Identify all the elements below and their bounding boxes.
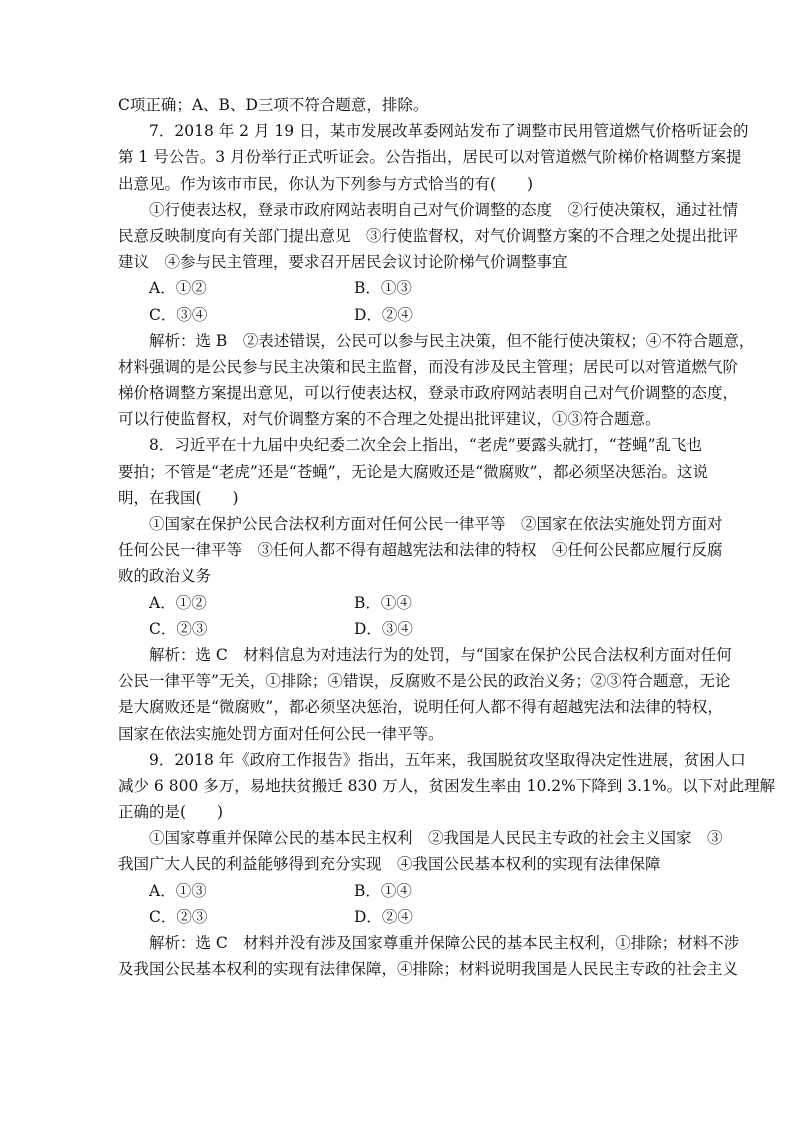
analysis-line: 解析：选 B ②表述错误，公民可以参与民主决策，但不能行使决策权；④不符合题意，: [149, 331, 755, 350]
options-row: [118, 616, 678, 642]
analysis-line: 国家在依法实施处罚方面对任何公民一律平等。: [118, 724, 444, 743]
option-b: B．①③: [354, 279, 412, 298]
option-b: B．①④: [354, 593, 412, 612]
analysis-line: 梯价格调整方案提出意见，可以行使表达权，登录市政府网站表明自己对气价调整的态度，: [118, 384, 739, 403]
document-body: [118, 92, 776, 982]
analysis-line: 公民一律平等”无关，①排除；④错误，反腐败不是公民的政治义务；②③符合题意，无论: [118, 672, 731, 691]
question-9: [118, 747, 776, 983]
option-a: A．①②: [149, 593, 207, 612]
options-row: [118, 275, 678, 301]
question-stem-line: 正确的是( ): [118, 803, 224, 822]
analysis-line: 解析：选 C 材料信息为对违法行为的处罚，与“国家在保护公民合法权利方面对任何: [149, 645, 732, 664]
question-stem-line: 8．习近平在十九届中央纪委二次全会上指出，“老虎”要露头就打，“苍蝇”乱飞也: [149, 436, 703, 455]
options-row: [118, 904, 678, 930]
question-stem-line: 减少 6 800 多万，易地扶贫搬迁 830 万人，贫困发生率由 10.2%下降到 3.1%。以下对此理解: [118, 776, 776, 795]
analysis-line: 可以行使监督权，对气价调整方案的不合理之处提出批评建议，①③符合题意。: [118, 410, 661, 429]
previous-analysis-tail: C项正确；A、B、D三项不符合题意，排除。: [118, 96, 429, 114]
option-a: A．①③: [149, 881, 207, 900]
question-stem-line: 第 1 号公告。3 月份举行正式听证会。公告指出，居民可以对管道燃气阶梯价格调整方案提: [118, 148, 742, 167]
question-stem-line: 9．2018 年《政府工作报告》指出，五年来，我国脱贫攻坚取得决定性进展，贫困人口: [149, 750, 746, 769]
option-c: C．②③: [149, 907, 208, 926]
analysis-line: 材料强调的是公民参与民主决策和民主监督，而没有涉及民主管理；居民可以对管道燃气阶: [118, 357, 739, 376]
statement-line: 我国广大人民的利益能够得到充分实现 ④我国公民基本权利的实现有法律保障: [118, 855, 661, 874]
statement-line: ①行使表达权，登录市政府网站表明自己对气价调整的态度 ②行使决策权，通过社情: [149, 200, 739, 219]
option-d: D．②④: [354, 305, 413, 324]
statement-line: 败的政治义务: [118, 567, 212, 586]
question-8: [118, 432, 732, 746]
statement-line: 建议 ④参与民主管理，要求召开居民会议讨论阶梯气价调整事宜: [118, 253, 568, 272]
options-row: [118, 302, 678, 328]
statement-line: 任何公民一律平等 ③任何人都不得有超越宪法和法律的特权 ④任何公民都应履行反腐: [118, 541, 723, 560]
statement-line: ①国家尊重并保障公民的基本民主权利 ②我国是人民民主专政的社会主义国家 ③: [149, 829, 723, 848]
option-c: C．②③: [149, 619, 208, 638]
options-row: [118, 590, 678, 616]
options-row: [118, 878, 678, 904]
statement-line: ①国家在保护公民合法权利方面对任何公民一律平等 ②国家在依法实施处罚方面对: [149, 515, 723, 533]
question-stem-line: 7．2018 年 2 月 19 日，某市发展改革委网站发布了调整市民用管道燃气价格听证会的: [149, 122, 749, 141]
statement-line: 民意反映制度向有关部门提出意见 ③行使监督权，对气价调整方案的不合理之处提出批评: [118, 226, 739, 245]
analysis-line: 及我国公民基本权利的实现有法律保障，④排除；材料说明我国是人民民主专政的社会主义: [118, 960, 739, 979]
question-7: [118, 118, 755, 432]
question-stem-line: 要拍；不管是“老虎”还是“苍蝇”，无论是大腐败还是“微腐败”，都必须坚决惩治。这说: [118, 462, 709, 481]
analysis-line: 是大腐败还是“微腐败”，都必须坚决惩治，说明任何人都不得有超越宪法和法律的特权，: [118, 698, 723, 717]
option-c: C．③④: [149, 305, 208, 324]
option-a: A．①②: [149, 279, 207, 298]
option-d: D．②④: [354, 907, 413, 926]
analysis-line: 解析：选 C 材料并没有涉及国家尊重并保障公民的基本民主权利，①排除；材料不涉: [149, 934, 740, 952]
option-b: B．①④: [354, 881, 412, 900]
question-stem-line: 明，在我国( ): [118, 488, 239, 507]
question-stem-line: 出意见。作为该市市民，你认为下列参与方式恰当的有( ): [118, 174, 534, 193]
option-d: D．③④: [354, 619, 413, 638]
